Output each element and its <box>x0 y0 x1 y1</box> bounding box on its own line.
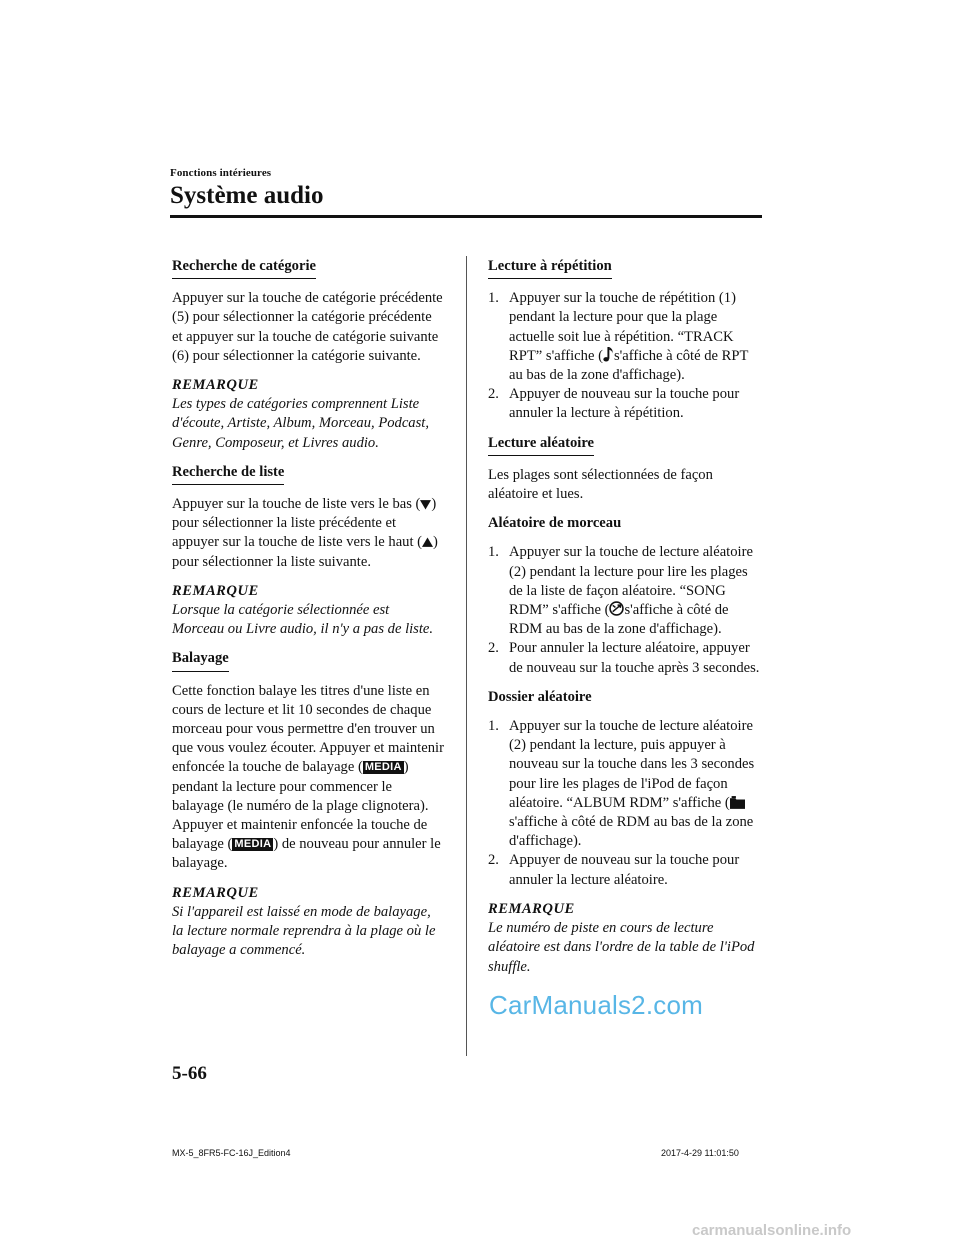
text-fragment: Appuyer sur la touche de lecture aléatoire (2) pendant la lecture, puis appuyer à nouveau sur la touche dans les 3 secondes pour lire les plages de l'iPod de façon aléatoire. “ALBUM RDM” s'affiche ( <box>509 718 755 811</box>
page-title: Système audio <box>170 182 324 209</box>
steps-repetition <box>488 289 760 423</box>
note-text: Lorsque la catégorie sélectionnée est Morceau ou Livre audio, il n'y a pas de liste. <box>172 602 434 638</box>
text-fragment: Appuyer sur la touche de lecture aléatoire (2) pendant la lecture pour lire les plages de la liste de façon aléatoire. “SONG RDM” s'affiche ( <box>509 544 753 619</box>
heading-lecture-repetition: Lecture à répétition <box>488 257 612 279</box>
note-text: Les types de catégories comprennent Liste d'écoute, Artiste, Album, Morceau, Podcast, Genre, Composeur, et Livres audio. <box>172 396 429 451</box>
heading-dossier-aleatoire: Dossier aléatoire <box>488 688 592 705</box>
step-number: 2. <box>488 386 499 403</box>
text-fragment: Appuyer sur la touche de liste vers le bas ( <box>172 496 421 513</box>
list-item <box>488 543 760 639</box>
print-timestamp: 2017-4-29 11:01:50 <box>661 1148 739 1158</box>
text-fragment: s'affiche à côté de RPT au bas de la zone d'affichage). <box>509 347 749 384</box>
document-id: MX-5_8FR5-FC-16J_Edition4 <box>172 1148 291 1158</box>
carmanuals-watermark: CarManuals2.com <box>489 990 703 1020</box>
text-fragment: ) pour sélectionner la liste suivante. <box>172 534 438 570</box>
paragraph-lecture-aleatoire: Les plages sont sélectionnées de façon aléatoire et lues. <box>488 466 713 503</box>
step-number: 2. <box>488 640 499 657</box>
text-fragment: Appuyer de nouveau sur la touche pour annuler la lecture aléatoire. <box>509 852 740 888</box>
step-number: 1. <box>488 718 499 735</box>
heading-balayage: Balayage <box>172 649 229 671</box>
paragraph-recherche-categorie: Appuyer sur la touche de catégorie précédente (5) pour sélectionner la catégorie précédente et appuyer sur la touche de catégorie suivante (6) pour sélectionner la catégorie suivante. <box>172 290 443 364</box>
folder-icon <box>730 796 745 809</box>
note-heading: REMARQUE <box>172 377 259 394</box>
shuffle-disc-icon <box>609 601 624 616</box>
step-number: 1. <box>488 544 499 561</box>
step-number: 1. <box>488 290 499 307</box>
left-column <box>172 257 444 971</box>
text-fragment: ) de nouveau pour annuler le balayage. <box>172 836 441 872</box>
step-number: 2. <box>488 852 499 869</box>
header-rule <box>170 215 762 218</box>
section-category: Fonctions intérieures <box>170 167 272 179</box>
list-item <box>488 717 760 851</box>
music-note-icon <box>603 347 614 362</box>
list-item <box>488 385 760 423</box>
heading-lecture-aleatoire: Lecture aléatoire <box>488 434 594 456</box>
heading-aleatoire-morceau: Aléatoire de morceau <box>488 515 622 532</box>
right-column <box>488 257 760 987</box>
text-fragment: Pour annuler la lecture aléatoire, appuyer de nouveau sur la touche après 3 secondes. <box>509 640 760 676</box>
page-number: 5-66 <box>172 1063 207 1084</box>
text-fragment: ) pendant la lecture pour commencer le balayage (le numéro de la plage clignotera). Appuyer et maintenir enfoncée la touche de balayage ( <box>172 759 429 853</box>
note-heading: REMARQUE <box>172 582 259 599</box>
text-fragment: ) pour sélectionner la liste précédente et appuyer sur la touche de liste vers le haut ( <box>172 496 437 551</box>
note-text: Si l'appareil est laissé en mode de balayage, la lecture normale reprendra à la plage où le balayage a commencé. <box>172 903 436 959</box>
list-item <box>488 851 760 889</box>
steps-aleatoire-morceau <box>488 543 760 677</box>
list-item <box>488 639 760 677</box>
text-fragment: Appuyer de nouveau sur la touche pour annuler la lecture à répétition. <box>509 386 740 422</box>
steps-dossier-aleatoire <box>488 717 760 890</box>
column-divider <box>466 256 467 1056</box>
triangle-up-icon <box>422 537 433 548</box>
list-item <box>488 289 760 385</box>
text-fragment: Cette fonction balaye les titres d'une liste en cours de lecture et lit 10 secondes de chaque morceau pour vous permettre d'en trouver un que vous voulez écouter. Appuyer et maintenir enfoncée la touche de balayage ( <box>172 682 444 776</box>
text-fragment: Appuyer sur la touche de répétition (1) pendant la lecture pour que la plage actuelle soit lue à répétition. “TRACK RPT” s'affiche ( <box>509 290 736 364</box>
note-heading: REMARQUE <box>172 884 259 901</box>
media-button-icon: MEDIA <box>234 838 272 851</box>
triangle-down-icon <box>420 499 431 510</box>
heading-recherche-categorie: Recherche de catégorie <box>172 257 316 279</box>
text-fragment: s'affiche à côté de RDM au bas de la zone d'affichage). <box>509 814 754 850</box>
note-heading: REMARQUE <box>488 900 575 917</box>
paragraph-balayage <box>172 682 444 874</box>
text-fragment: s'affiche à côté de RDM au bas de la zone d'affichage). <box>509 602 729 638</box>
media-button-icon: MEDIA <box>364 761 402 774</box>
site-watermark: carmanualsonline.info <box>692 1222 852 1239</box>
note-text: Le numéro de piste en cours de lecture aléatoire est dans l'ordre de la table de l'iPod shuffle. <box>488 920 755 975</box>
heading-recherche-liste: Recherche de liste <box>172 463 284 485</box>
paragraph-recherche-liste <box>172 495 444 572</box>
